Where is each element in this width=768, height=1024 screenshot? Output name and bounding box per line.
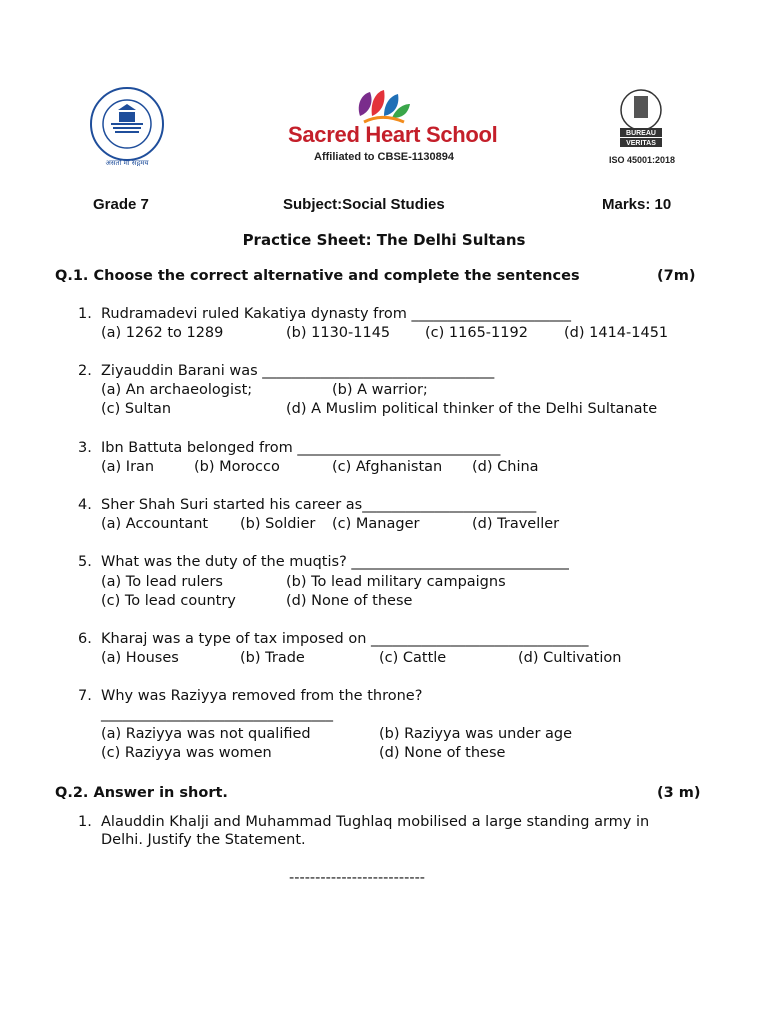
option: (b) Raziyya was under age [379, 726, 573, 742]
option: (c) To lead country [101, 593, 236, 609]
question-number: 4. [78, 497, 92, 513]
question-text: Kharaj was a type of tax imposed on ______________________________ [101, 631, 589, 647]
question-number: 2. [78, 363, 92, 379]
sacred-heart-logo [350, 86, 414, 126]
question-number: 1. [78, 306, 92, 322]
affiliation-text: Affiliated to CBSE-1130894 [314, 151, 454, 163]
question-text: Ibn Battuta belonged from ____________________________ [101, 440, 501, 456]
question-text: Why was Raziyya removed from the throne? [101, 688, 423, 704]
iso-certification: ISO 45001:2018 [608, 155, 676, 165]
option: (c) 1165-1192 [425, 325, 528, 341]
marks-label: Marks: 10 [602, 196, 672, 213]
option: (a) Houses [101, 650, 179, 666]
question-text: Ziyauddin Barani was ________________________________ [101, 363, 495, 379]
subject-label: Subject:Social Studies [283, 196, 445, 213]
option: (a) An archaeologist; [101, 382, 253, 398]
option: (b) A warrior; [332, 382, 428, 398]
question-text: Alauddin Khalji and Muhammad Tughlaq mobilised a large standing army in [101, 814, 650, 830]
option: (a) Raziyya was not qualified [101, 726, 311, 742]
option: (b) Morocco [194, 459, 280, 475]
answer-blank: ________________________________ [101, 706, 333, 722]
option: (c) Raziyya was women [101, 745, 272, 761]
option: (a) 1262 to 1289 [101, 325, 224, 341]
question-number: 1. [78, 814, 92, 830]
footer-rule: -------------------------- [289, 870, 426, 886]
question-text: Delhi. Justify the Statement. [101, 832, 306, 848]
option: (a) Iran [101, 459, 155, 475]
option: (b) To lead military campaigns [286, 574, 506, 590]
cbse-logo [88, 84, 166, 170]
option: (c) Cattle [379, 650, 447, 666]
question-text: Sher Shah Suri started his career as________________________ [101, 497, 537, 513]
option: (d) 1414-1451 [564, 325, 669, 341]
question-number: 5. [78, 554, 92, 570]
option: (d) None of these [286, 593, 413, 609]
option: (c) Manager [332, 516, 420, 532]
question-text: What was the duty of the muqtis? ______________________________ [101, 554, 569, 570]
option: (a) Accountant [101, 516, 209, 532]
option: (b) 1130-1145 [286, 325, 391, 341]
q2-marks: (3 m) [657, 785, 701, 801]
option: (d) Traveller [472, 516, 560, 532]
question-number: 7. [78, 688, 92, 704]
school-name: Sacred Heart School [288, 122, 498, 147]
option: (b) Soldier [240, 516, 316, 532]
option: (d) Cultivation [518, 650, 622, 666]
option: (a) To lead rulers [101, 574, 223, 590]
question-number: 6. [78, 631, 92, 647]
grade-label: Grade 7 [93, 196, 149, 213]
question-text: Rudramadevi ruled Kakatiya dynasty from ______________________ [101, 306, 572, 322]
option: (b) Trade [240, 650, 305, 666]
q1-marks: (7m) [657, 268, 696, 284]
option: (c) Sultan [101, 401, 172, 417]
svg-text:BUREAU: BUREAU [626, 130, 656, 137]
q1-heading: Q.1. Choose the correct alternative and complete the sentences [55, 268, 580, 284]
option: (d) A Muslim political thinker of the Delhi Sultanate [286, 401, 658, 417]
cbse-motto: असतो मा सद्गमय [105, 159, 149, 167]
page-title: Practice Sheet: The Delhi Sultans [242, 231, 526, 249]
question-number: 3. [78, 440, 92, 456]
option: (d) China [472, 459, 539, 475]
svg-text:VERITAS: VERITAS [626, 140, 656, 147]
option: (d) None of these [379, 745, 506, 761]
option: (c) Afghanistan [332, 459, 443, 475]
q2-heading: Q.2. Answer in short. [55, 785, 228, 801]
